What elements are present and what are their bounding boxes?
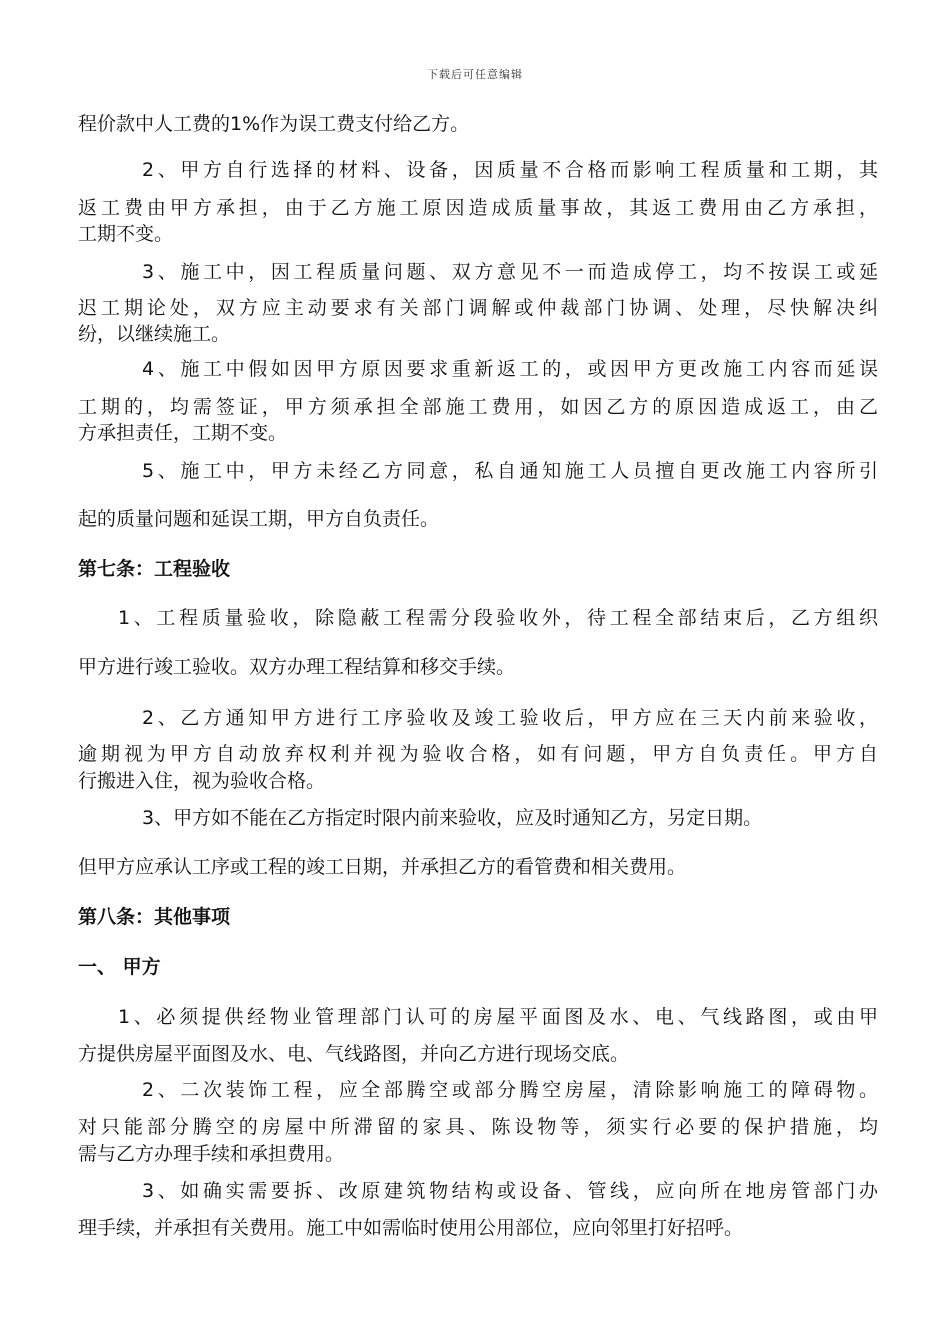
body-line: 3、甲方如不能在乙方指定时限内前来验收，应及时通知乙方，另定日期。: [142, 807, 763, 829]
page-header: 下载后可任意编辑: [427, 68, 523, 81]
body-line: 5、施工中，甲方未经乙方同意，私自通知施工人员擅自更改施工内容所引: [142, 460, 878, 482]
body-line: 需与乙方办理手续和承担费用。: [78, 1143, 345, 1165]
body-line: 4、施工中假如因甲方原因要求重新返工的，或因甲方更改施工内容而延误: [142, 358, 878, 380]
body-line: 起的质量问题和延误工期，甲方自负责任。: [78, 508, 440, 530]
body-line: 理手续，并承担有关费用。施工中如需临时使用公用部位，应向邻里打好招呼。: [78, 1217, 744, 1239]
section-heading: 第七条：工程验收: [78, 558, 231, 580]
body-line: 2、甲方自行选择的材料、设备，因质量不合格而影响工程质量和工期，其: [142, 159, 878, 181]
body-line: 甲方进行竣工验收。双方办理工程结算和移交手续。: [78, 656, 516, 678]
body-line: 1、工程质量验收，除隐蔽工程需分段验收外，待工程全部结束后，乙方组织: [118, 607, 878, 629]
body-line: 但甲方应承认工序或工程的竣工日期，并承担乙方的看管费和相关费用。: [78, 856, 687, 878]
body-line: 方提供房屋平面图及水、电、气线路图，并向乙方进行现场交底。: [78, 1043, 630, 1065]
body-line: 返工费由甲方承担，由于乙方施工原因造成质量事故，其返工费用由乙方承担，: [78, 197, 878, 219]
body-line: 方承担责任，工期不变。: [78, 422, 288, 444]
body-line: 3、施工中，因工程质量问题、双方意见不一而造成停工，均不按误工或延: [142, 261, 878, 283]
body-line: 迟工期论处，双方应主动要求有关部门调解或仲裁部门协调、处理，尽快解决纠: [78, 297, 878, 319]
body-line: 行搬进入住，视为验收合格。: [78, 770, 326, 792]
body-line: 对只能部分腾空的房屋中所滞留的家具、陈设物等，须实行必要的保护措施，均: [78, 1116, 878, 1138]
body-line: 1、必须提供经物业管理部门认可的房屋平面图及水、电、气线路图，或由甲: [118, 1006, 878, 1028]
body-line: 逾期视为甲方自动放弃权利并视为验收合格，如有问题，甲方自负责任。甲方自: [78, 743, 878, 765]
body-line: 3、如确实需要拆、改原建筑物结构或设备、管线，应向所在地房管部门办: [142, 1180, 878, 1202]
body-line: 2、二次装饰工程，应全部腾空或部分腾空房屋，清除影响施工的障碍物。: [142, 1079, 878, 1101]
body-line: 2、乙方通知甲方进行工序验收及竣工验收后，甲方应在三天内前来验收，: [142, 707, 878, 729]
body-line: 程价款中人工费的1%作为误工费支付给乙方。: [78, 113, 470, 135]
body-line: 工期的，均需签证，甲方须承担全部施工费用，如因乙方的原因造成返工，由乙: [78, 396, 878, 418]
subsection-heading: 一、 甲方: [78, 956, 161, 978]
body-line: 纷，以继续施工。: [78, 323, 231, 345]
body-line: 工期不变。: [78, 223, 174, 245]
section-heading: 第八条：其他事项: [78, 906, 231, 928]
